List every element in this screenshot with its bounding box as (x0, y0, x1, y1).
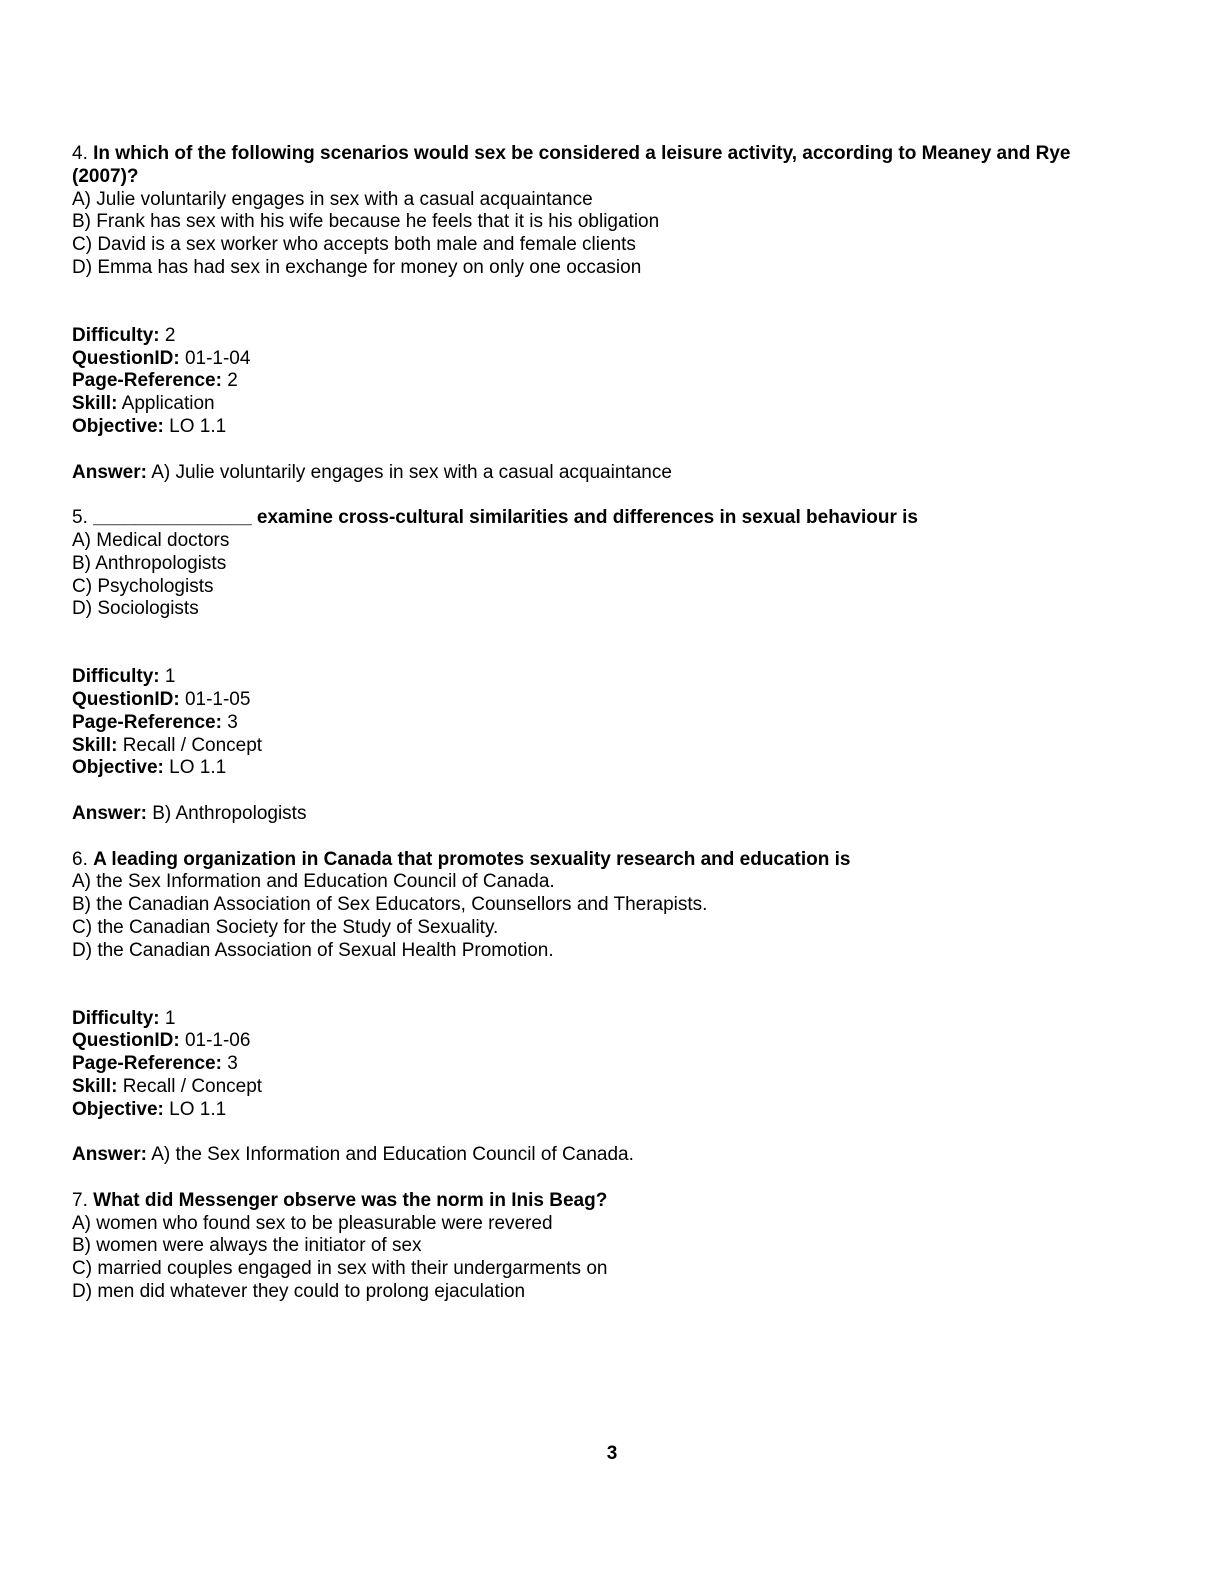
answer-option: C) David is a sex worker who accepts both male and female clients (72, 234, 636, 256)
answer-option: D) men did whatever they could to prolong ejaculation (72, 1281, 526, 1303)
question-stem (72, 849, 1132, 872)
question-number: 4. (72, 143, 88, 164)
answer-option: C) the Canadian Society for the Study of Sexuality. (72, 916, 499, 938)
questionid-row: QuestionID: 01-1-05 (72, 688, 251, 710)
answer-option: D) Sociologists (72, 598, 199, 620)
difficulty-row: Difficulty: 1 (72, 1007, 176, 1029)
answer-option: C) Psychologists (72, 575, 214, 597)
question-metadata (72, 1008, 1132, 1122)
questionid-row: QuestionID: 01-1-06 (72, 1030, 251, 1052)
answer-option: D) the Canadian Association of Sexual Health Promotion. (72, 939, 554, 961)
difficulty-row: Difficulty: 1 (72, 666, 176, 688)
question-metadata (72, 325, 1132, 439)
question-text: A leading organization in Canada that promotes sexuality research and education is (93, 848, 851, 870)
objective-row: Objective: LO 1.1 (72, 757, 227, 779)
question-number: 7. (72, 1189, 88, 1211)
answer-option: A) women who found sex to be pleasurable were revered (72, 1212, 553, 1234)
page-reference-row: Page-Reference: 3 (72, 711, 238, 733)
question-stem (72, 1190, 1132, 1213)
question-metadata (72, 666, 1132, 780)
question-text: _______________ examine cross-cultural similarities and differences in sexual behaviour is (93, 507, 918, 529)
question-stem (72, 143, 1132, 189)
objective-row: Objective: LO 1.1 (72, 415, 227, 437)
question-block (72, 143, 1132, 507)
skill-row: Skill: Recall / Concept (72, 1075, 263, 1097)
questionid-row: QuestionID: 01-1-04 (72, 347, 251, 369)
question-block (72, 849, 1132, 1190)
question-document (72, 143, 1132, 1304)
page-reference-row: Page-Reference: 2 (72, 370, 238, 392)
question-stem (72, 507, 1132, 530)
answer-option: C) married couples engaged in sex with their undergarments on (72, 1258, 608, 1280)
question-number: 6. (72, 848, 88, 870)
skill-row: Skill: Application (72, 393, 215, 415)
answer-option: B) Anthropologists (72, 552, 227, 574)
question-block (72, 507, 1132, 848)
answer-option: B) the Canadian Association of Sex Educators, Counsellors and Therapists. (72, 894, 708, 916)
question-block (72, 1190, 1132, 1304)
answer-row: Answer: A) the Sex Information and Education Council of Canada. (72, 1144, 634, 1166)
answer-option: B) women were always the initiator of sex (72, 1235, 422, 1257)
answer-option: A) the Sex Information and Education Council of Canada. (72, 871, 555, 893)
answer-option: A) Julie voluntarily engages in sex with a casual acquaintance (72, 188, 593, 210)
page-reference-row: Page-Reference: 3 (72, 1053, 238, 1075)
answer-option: D) Emma has had sex in exchange for money on only one occasion (72, 256, 642, 278)
question-text: In which of the following scenarios would sex be considered a leisure activity, according to Meaney and Rye (2007)? (72, 143, 1071, 187)
answer-row: Answer: A) Julie voluntarily engages in sex with a casual acquaintance (72, 461, 672, 483)
answer-option: B) Frank has sex with his wife because he feels that it is his obligation (72, 211, 660, 233)
difficulty-row: Difficulty: 2 (72, 324, 176, 346)
question-number: 5. (72, 507, 88, 529)
question-text: What did Messenger observe was the norm in Inis Beag? (93, 1189, 608, 1211)
answer-option: A) Medical doctors (72, 529, 230, 551)
page-number: 3 (606, 1443, 618, 1464)
objective-row: Objective: LO 1.1 (72, 1098, 227, 1120)
skill-row: Skill: Recall / Concept (72, 734, 263, 756)
answer-row: Answer: B) Anthropologists (72, 802, 307, 824)
